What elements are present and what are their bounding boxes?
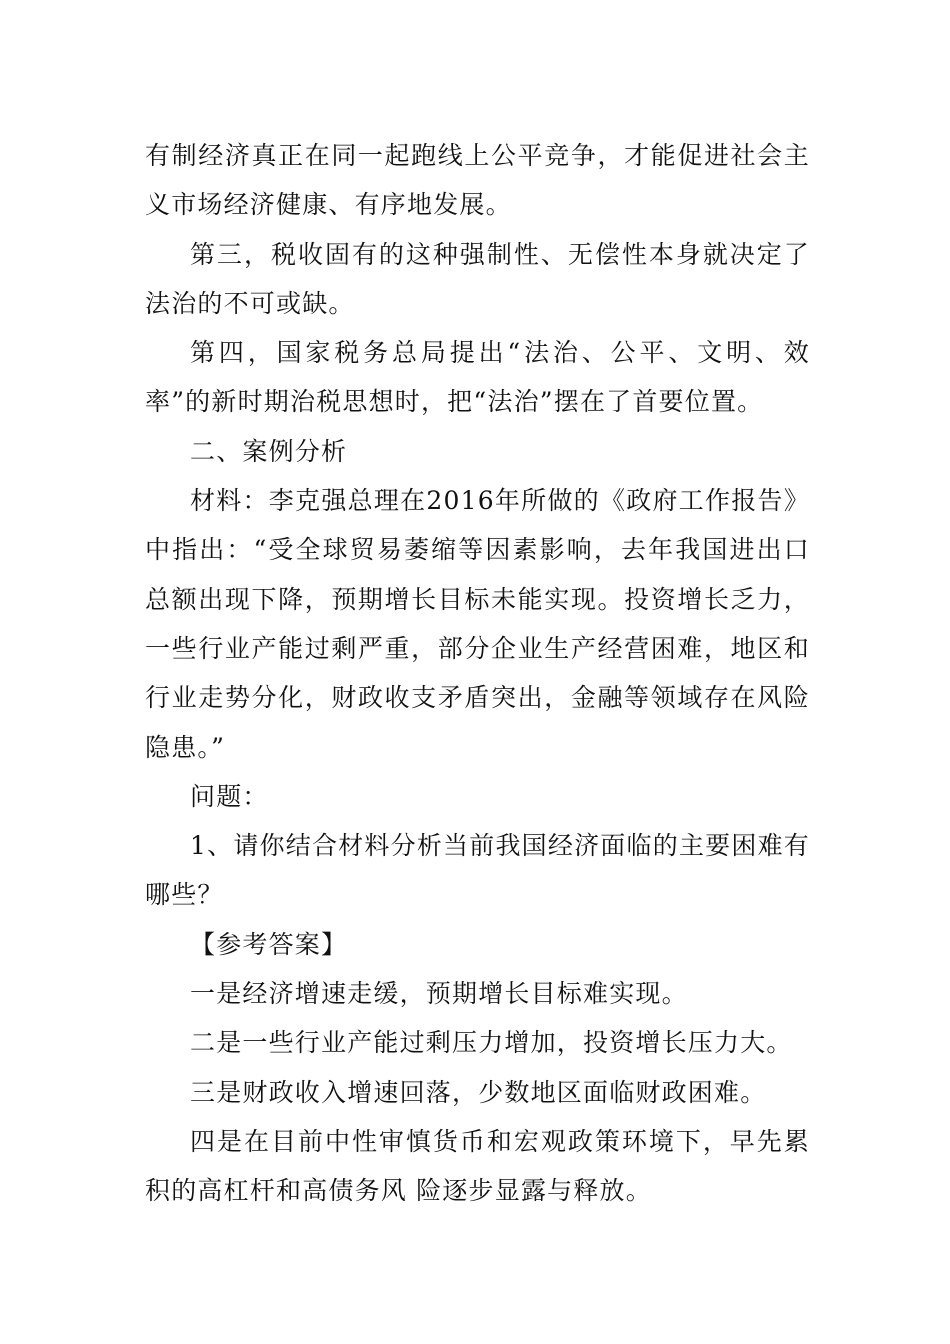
section-heading: 二、案例分析 [190, 436, 348, 466]
material-paragraph: 材料：李克强总理在2016年所做的《政府工作报告》中指出：“受全球贸易萎缩等因素影响，去年我国进出口总额出现下降，预期增长目标未能实现。投资增长乏力，一些行业产能过剩严重，部分企业生产经营困难，地区和行业走势分化，财政收支矛盾突出，金融等领域存在风险隐患。” [145, 486, 810, 762]
paragraph-3: 第四，国家税务总局提出“法治、公平、文明、效率”的新时期治税思想时，把“法治”摆在了首要位置。 [145, 338, 810, 417]
answer-heading: 【参考答案】 [190, 929, 348, 959]
answer-item-1: 一是经济增速走缓，预期增长目标难实现。 [190, 979, 688, 1009]
paragraph-1: 有制经济真正在同一起跑线上公平竞争，才能促进社会主义市场经济健康、有序地发展。 [145, 141, 810, 220]
answer-item-4: 四是在目前中性审慎货币和宏观政策环境下，早先累积的高杠杆和高债务风 险逐步显露与释放。 [145, 1126, 810, 1206]
answer-item-2: 二是一些行业产能过剩压力增加，投资增长压力大。 [190, 1028, 793, 1058]
paragraph-2: 第三，税收固有的这种强制性、无偿性本身就决定了法治的不可或缺。 [145, 239, 810, 318]
answer-item-3: 三是财政收入增速回落，少数地区面临财政困难。 [190, 1077, 767, 1107]
question-label: 问题： [190, 781, 269, 811]
document-body [145, 131, 810, 1216]
question-1: 1、请你结合材料分析当前我国经济面临的主要困难有哪些？ [145, 831, 810, 910]
